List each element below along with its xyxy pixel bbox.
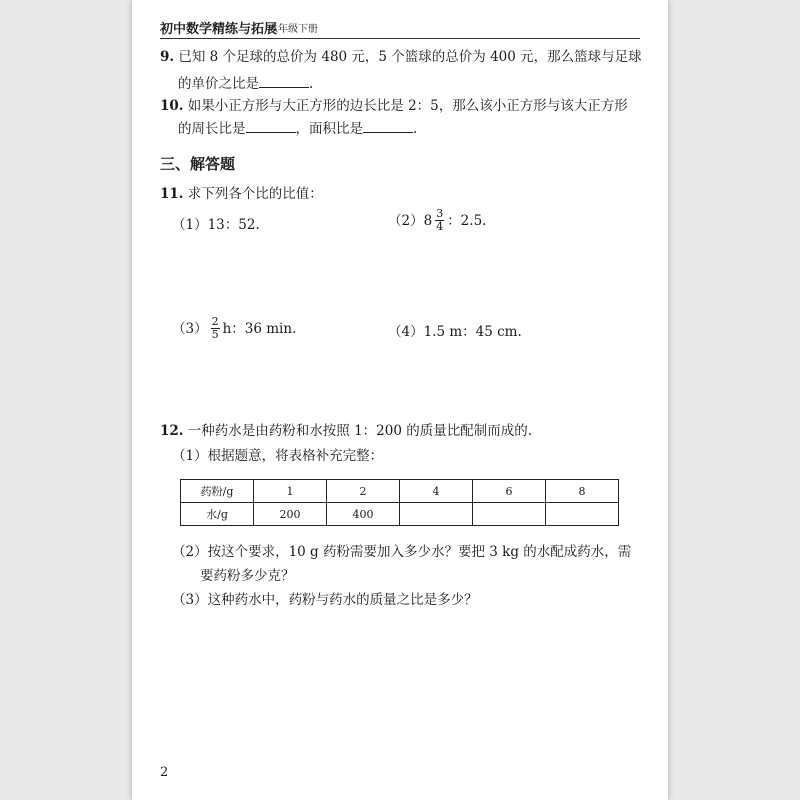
question-12-text: 一种药水是由药粉和水按照 1：200 的质量比配制而成的. <box>187 423 533 439</box>
question-10-text: 如果小正方形与大正方形的边长比是 2：5，那么该小正方形与该大正方形 <box>187 98 628 114</box>
fraction <box>211 316 220 341</box>
question-10-end: . <box>413 121 418 137</box>
table-answer-cell[interactable] <box>473 503 546 526</box>
table-cell: 400 <box>327 503 400 526</box>
table-cell: 2 <box>327 480 400 503</box>
question-11-number: 11. <box>160 186 184 202</box>
part-2-rest: ：2.5. <box>447 212 487 229</box>
answer-blank[interactable] <box>363 119 413 133</box>
fraction-numerator: 3 <box>436 207 444 220</box>
table-row <box>181 503 619 526</box>
question-12-part-2-line1: （2）按这个要求，10 g 药粉需要加入多少水？要把 3 kg 的水配成药水，需 <box>172 544 632 560</box>
table-cell: 1 <box>254 480 327 503</box>
table-answer-cell[interactable] <box>400 503 473 526</box>
question-12 <box>160 422 532 440</box>
question-10-text-2a: 的周长比是 <box>178 121 246 137</box>
question-9-line2 <box>178 74 313 93</box>
table-cell: 4 <box>400 480 473 503</box>
question-10-text-2b: ，面积比是 <box>295 121 363 137</box>
question-9-end: . <box>309 76 314 92</box>
question-11-text: 求下列各个比的比值： <box>187 186 323 202</box>
table-cell: 8 <box>546 480 619 503</box>
part-2-label: （2）8 <box>388 212 433 229</box>
question-11 <box>160 185 323 203</box>
table-answer-cell[interactable] <box>546 503 619 526</box>
page-number: 2 <box>160 765 169 780</box>
ratio-table <box>180 479 619 526</box>
question-11-part-4: （4）1.5 m：45 cm. <box>388 324 522 340</box>
question-9-text-2: 的单价之比是 <box>178 76 259 92</box>
question-12-part-3: （3）这种药水中，药粉与药水的质量之比是多少？ <box>172 592 478 608</box>
part-3-label: （3） <box>172 320 208 337</box>
question-11-part-2 <box>388 208 486 233</box>
question-9-text: 已知 8 个足球的总价为 480 元，5 个篮球的总价为 400 元，那么篮球与足球 <box>178 49 642 65</box>
question-11-part-1: （1）13：52. <box>172 217 260 233</box>
question-12-part-2-line2: 要药粉多少克？ <box>200 568 295 584</box>
question-10-number: 10. <box>160 98 184 114</box>
question-11-part-3 <box>172 316 296 341</box>
table-cell: 6 <box>473 480 546 503</box>
fraction-denominator: 4 <box>436 220 444 233</box>
fraction <box>435 208 444 233</box>
table-cell: 200 <box>254 503 327 526</box>
table-row <box>181 480 619 503</box>
answer-blank[interactable] <box>259 74 309 88</box>
table-header-cell: 水/g <box>181 503 254 526</box>
answer-blank[interactable] <box>246 119 296 133</box>
book-subtitle: 六年级下册 <box>268 24 318 35</box>
fraction-denominator: 5 <box>211 328 219 341</box>
question-12-number: 12. <box>160 423 184 439</box>
table-header-cell: 药粉/g <box>181 480 254 503</box>
fraction-numerator: 2 <box>211 315 219 328</box>
question-9-number: 9. <box>160 49 175 65</box>
question-10-line1 <box>160 97 628 115</box>
section-title: 三、解答题 <box>160 155 236 173</box>
book-title: 初中数学精练与拓展 <box>160 22 278 37</box>
question-12-part-1: （1）根据题意，将表格补充完整： <box>172 448 384 464</box>
question-9-line1 <box>160 48 642 66</box>
question-10-line2 <box>178 119 417 138</box>
page-header <box>160 14 640 39</box>
part-3-rest: h：36 min. <box>222 320 297 337</box>
